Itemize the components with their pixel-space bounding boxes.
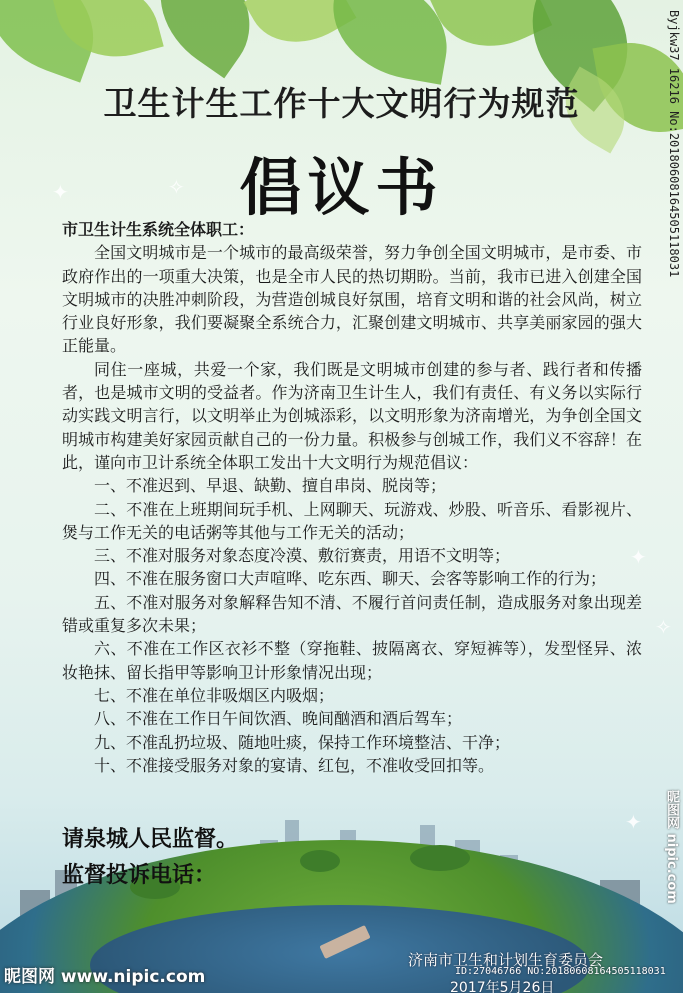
- rule-item: 三、不准对服务对象态度冷漠、敷衍赛责，用语不文明等；: [94, 546, 511, 566]
- rule-item: 十、不准接受服务对象的宴请、红包，不准收受回扣等。: [94, 755, 495, 775]
- rule-item: 五、不准对服务对象解释告知不清、不履行首问责任制，造成服务对象出现差错或重复多次未果；: [62, 592, 642, 636]
- supervision-line: 请泉城人民监督。: [62, 827, 239, 852]
- rule-item: 六、不准在工作区衣衫不整（穿拖鞋、披隔离衣、穿短裤等），发型怪异、浓妆艳抹、留长指甲等影响卫计形象情况出现；: [62, 639, 642, 682]
- side-watermark: Byjkw37 16216 No:20180608164505118031: [667, 10, 681, 278]
- page-subtitle: 倡议书: [239, 151, 444, 224]
- sparkle-icon: ✧: [655, 615, 672, 639]
- tree-decoration: [300, 850, 340, 872]
- side-watermark-logo: 昵图网 nipic.com: [664, 790, 679, 904]
- rule-item: 二、不准在上班期间玩手机、上网聊天、玩游戏、炒股、听音乐、看影视片、煲与工作无关的电话粥等其他与工作无关的活动；: [62, 499, 642, 542]
- sparkle-icon: ✦: [630, 545, 647, 569]
- nipic-watermark: 昵图网 www.nipic.com: [4, 967, 206, 987]
- issue-date: 2017年5月26日: [450, 980, 555, 993]
- supervision-block: [62, 822, 238, 894]
- rule-item: 八、不准在工作日午间饮酒、晚间酗酒和酒后驾车；: [94, 709, 463, 729]
- rule-item: 七、不准在单位非吸烟区内吸烟；: [94, 685, 335, 705]
- rule-item: 四、不准在服务窗口大声喧哗、吃东西、聊天、会客等影响工作的行为；: [94, 569, 607, 589]
- paragraph: 全国文明城市是一个城市的最高级荣誉，努力争创全国文明城市，是市委、市政府作出的一项重大决策，也是全市人民的热切期盼。当前，我市已进入创建全国文明城市的决胜冲刺阶段，为营造创城良好氛围，培育文明和谐的社会风尚，树立行业良好形象，我们要凝聚全系统合力，汇聚创建文明城市、共享美丽家园的强大正能量。: [62, 243, 642, 356]
- page-title: 卫生计生工作十大文明行为规范: [103, 84, 580, 123]
- salutation: 市卫生计生系统全体职工：: [62, 220, 255, 239]
- sparkle-icon: ✦: [52, 180, 69, 204]
- sparkle-icon: ✧: [168, 175, 185, 199]
- paragraph: 同住一座城，共爱一个家，我们既是文明城市创建的参与者、践行者和传播者，也是城市文明的受益者。作为济南卫生计生人，我们有责任、有义务以实际行动实践文明言行，以文明举止为创城添彩，以文明形象为济南增光，为争创全国文明城市构建美好家园贡献自己的一份力量。积极参与创城工作，我们义不容辞！在此，谨向市卫计系统全体职工发出十大文明行为规范倡议：: [62, 359, 642, 472]
- tree-decoration: [410, 845, 470, 871]
- image-id-text: ID:27046766 NO:20180608164505118031: [455, 966, 666, 977]
- issuing-organization: 济南市卫生和计划生育委员会: [408, 951, 604, 969]
- rule-item: 九、不准乱扔垃圾、随地吐痰，保持工作环境整洁、干净；: [94, 732, 511, 752]
- document-body: [62, 218, 642, 777]
- rule-item: 一、不准迟到、早退、缺勤、擅自串岗、脱岗等；: [94, 476, 447, 496]
- sparkle-icon: ✦: [625, 810, 642, 834]
- complaint-phone-label: 监督投诉电话：: [62, 863, 217, 888]
